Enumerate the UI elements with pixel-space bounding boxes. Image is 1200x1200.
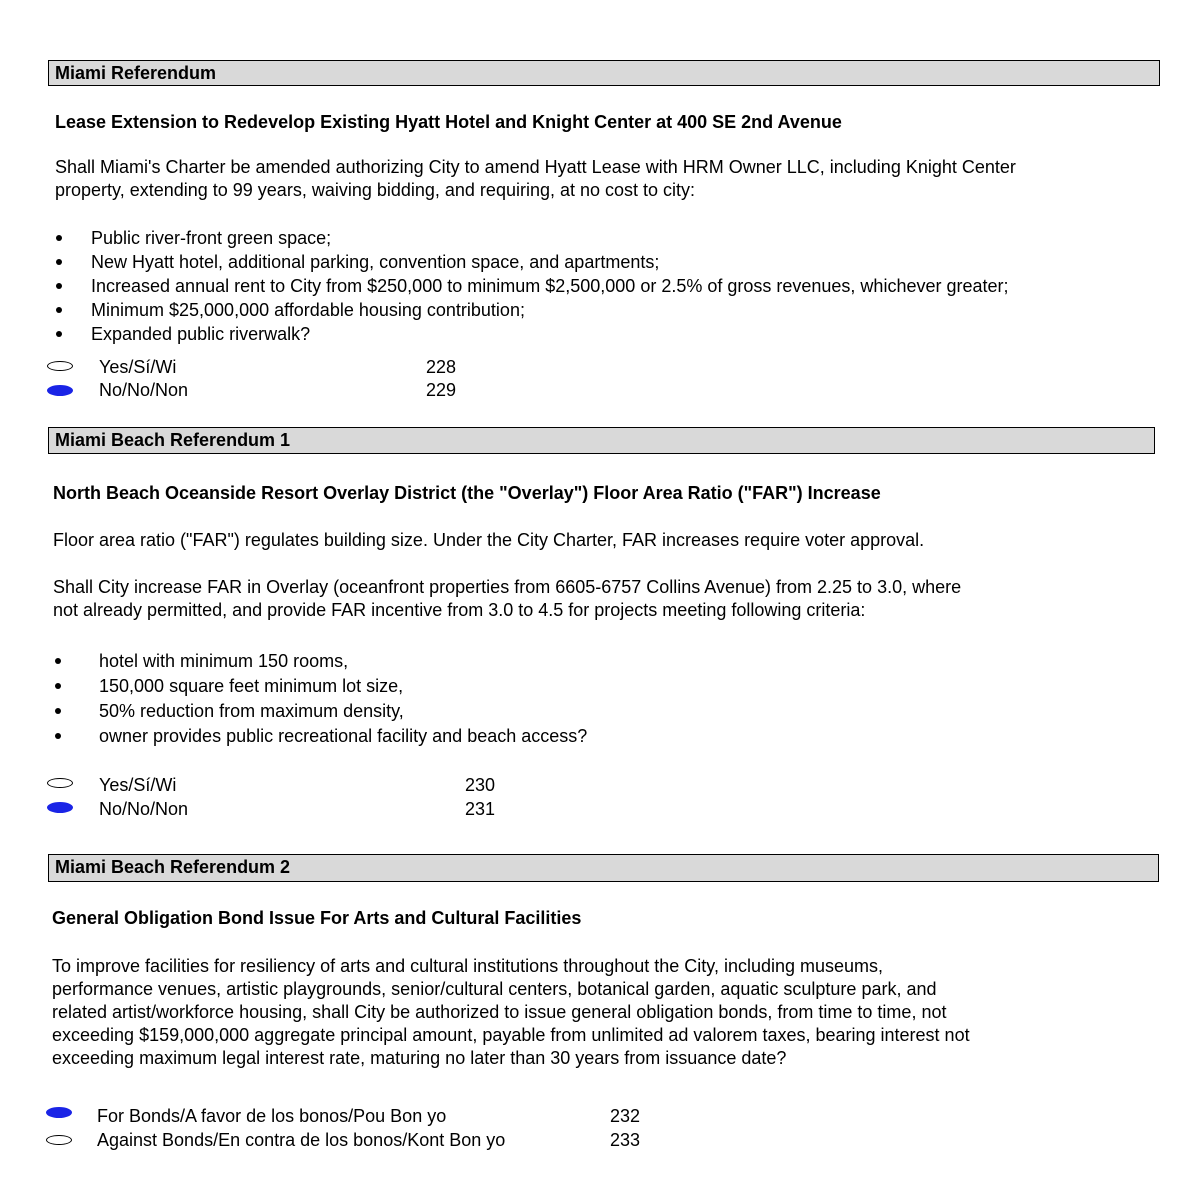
bullet-icon [55, 683, 61, 689]
bullet-item: 150,000 square feet minimum lot size, [99, 676, 404, 696]
measure-title: General Obligation Bond Issue For Arts and Cultural Facilities [52, 908, 582, 928]
measure-text-line: Shall Miami's Charter be amended authorizing City to amend Hyatt Lease with HRM Owner LLC, including Knight Center [55, 157, 1016, 177]
vote-oval-empty[interactable] [47, 778, 73, 788]
bullet-icon [56, 331, 62, 337]
vote-oval-empty[interactable] [47, 361, 73, 371]
section-header-label: Miami Beach Referendum 1 [55, 430, 291, 450]
measure-text-line: Floor area ratio ("FAR") regulates building size. Under the City Charter, FAR increases require voter approval. [53, 530, 925, 550]
vote-option-label: Against Bonds/En contra de los bonos/Kont Bon yo [97, 1130, 506, 1150]
section-header-label: Miami Referendum [55, 63, 217, 83]
vote-option-number: 229 [426, 380, 457, 400]
measure-text-line: exceeding $159,000,000 aggregate principal amount, payable from unlimited ad valorem taxes, bearing interest not [52, 1025, 970, 1045]
bullet-item: Minimum $25,000,000 affordable housing contribution; [91, 300, 525, 320]
vote-option-label: No/No/Non [99, 380, 189, 400]
vote-option-label: No/No/Non [99, 799, 189, 819]
vote-oval-filled[interactable] [47, 385, 73, 396]
measure-text-line: property, extending to 99 years, waiving bidding, and requiring, at no cost to city: [55, 180, 696, 200]
measure-text-line: Shall City increase FAR in Overlay (oceanfront properties from 6605-6757 Collins Avenue) from 2.25 to 3.0, where [53, 577, 962, 597]
section-header-miami-referendum [48, 60, 1160, 86]
bullet-item: 50% reduction from maximum density, [99, 701, 404, 721]
vote-oval-filled[interactable] [46, 1107, 72, 1118]
bullet-icon [55, 708, 61, 714]
bullet-item: Expanded public riverwalk? [91, 324, 311, 344]
bullet-item: New Hyatt hotel, additional parking, convention space, and apartments; [91, 252, 660, 272]
bullet-icon [55, 733, 61, 739]
vote-option-number: 233 [610, 1130, 641, 1150]
measure-text-line: not already permitted, and provide FAR incentive from 3.0 to 4.5 for projects meeting following criteria: [53, 600, 866, 620]
vote-option-number: 232 [610, 1106, 641, 1126]
bullet-icon [56, 259, 62, 265]
bullet-item: Increased annual rent to City from $250,000 to minimum $2,500,000 or 2.5% of gross revenues, whichever greater; [91, 276, 1009, 296]
measure-text-line: To improve facilities for resiliency of arts and cultural institutions throughout the City, including museums, [52, 956, 884, 976]
vote-option-number: 231 [465, 799, 496, 819]
vote-option-label: Yes/Sí/Wi [99, 357, 177, 377]
measure-title: North Beach Oceanside Resort Overlay District (the "Overlay") Floor Area Ratio ("FAR") Increase [53, 483, 881, 503]
vote-option-number: 230 [465, 775, 496, 795]
vote-option-number: 228 [426, 357, 457, 377]
measure-text-line: exceeding maximum legal interest rate, maturing no later than 30 years from issuance date? [52, 1048, 787, 1068]
vote-oval-empty[interactable] [46, 1135, 72, 1145]
bullet-item: Public river-front green space; [91, 228, 332, 248]
bullet-item: owner provides public recreational facility and beach access? [99, 726, 588, 746]
bullet-icon [55, 658, 61, 664]
section-header-label: Miami Beach Referendum 2 [55, 857, 291, 877]
measure-text-line: performance venues, artistic playgrounds, senior/cultural centers, botanical garden, aquatic sculpture park, and [52, 979, 937, 999]
measure-title: Lease Extension to Redevelop Existing Hyatt Hotel and Knight Center at 400 SE 2nd Avenue [55, 112, 842, 132]
vote-option-label: For Bonds/A favor de los bonos/Pou Bon yo [97, 1106, 447, 1126]
section-header-miami-beach-referendum-2 [48, 854, 1159, 882]
bullet-icon [56, 307, 62, 313]
bullet-icon [56, 283, 62, 289]
vote-oval-filled[interactable] [47, 802, 73, 813]
bullet-icon [56, 235, 62, 241]
measure-text-line: related artist/workforce housing, shall City be authorized to issue general obligation bonds, from time to time, not [52, 1002, 947, 1022]
vote-option-label: Yes/Sí/Wi [99, 775, 177, 795]
bullet-item: hotel with minimum 150 rooms, [99, 651, 349, 671]
section-header-miami-beach-referendum-1 [48, 427, 1155, 454]
